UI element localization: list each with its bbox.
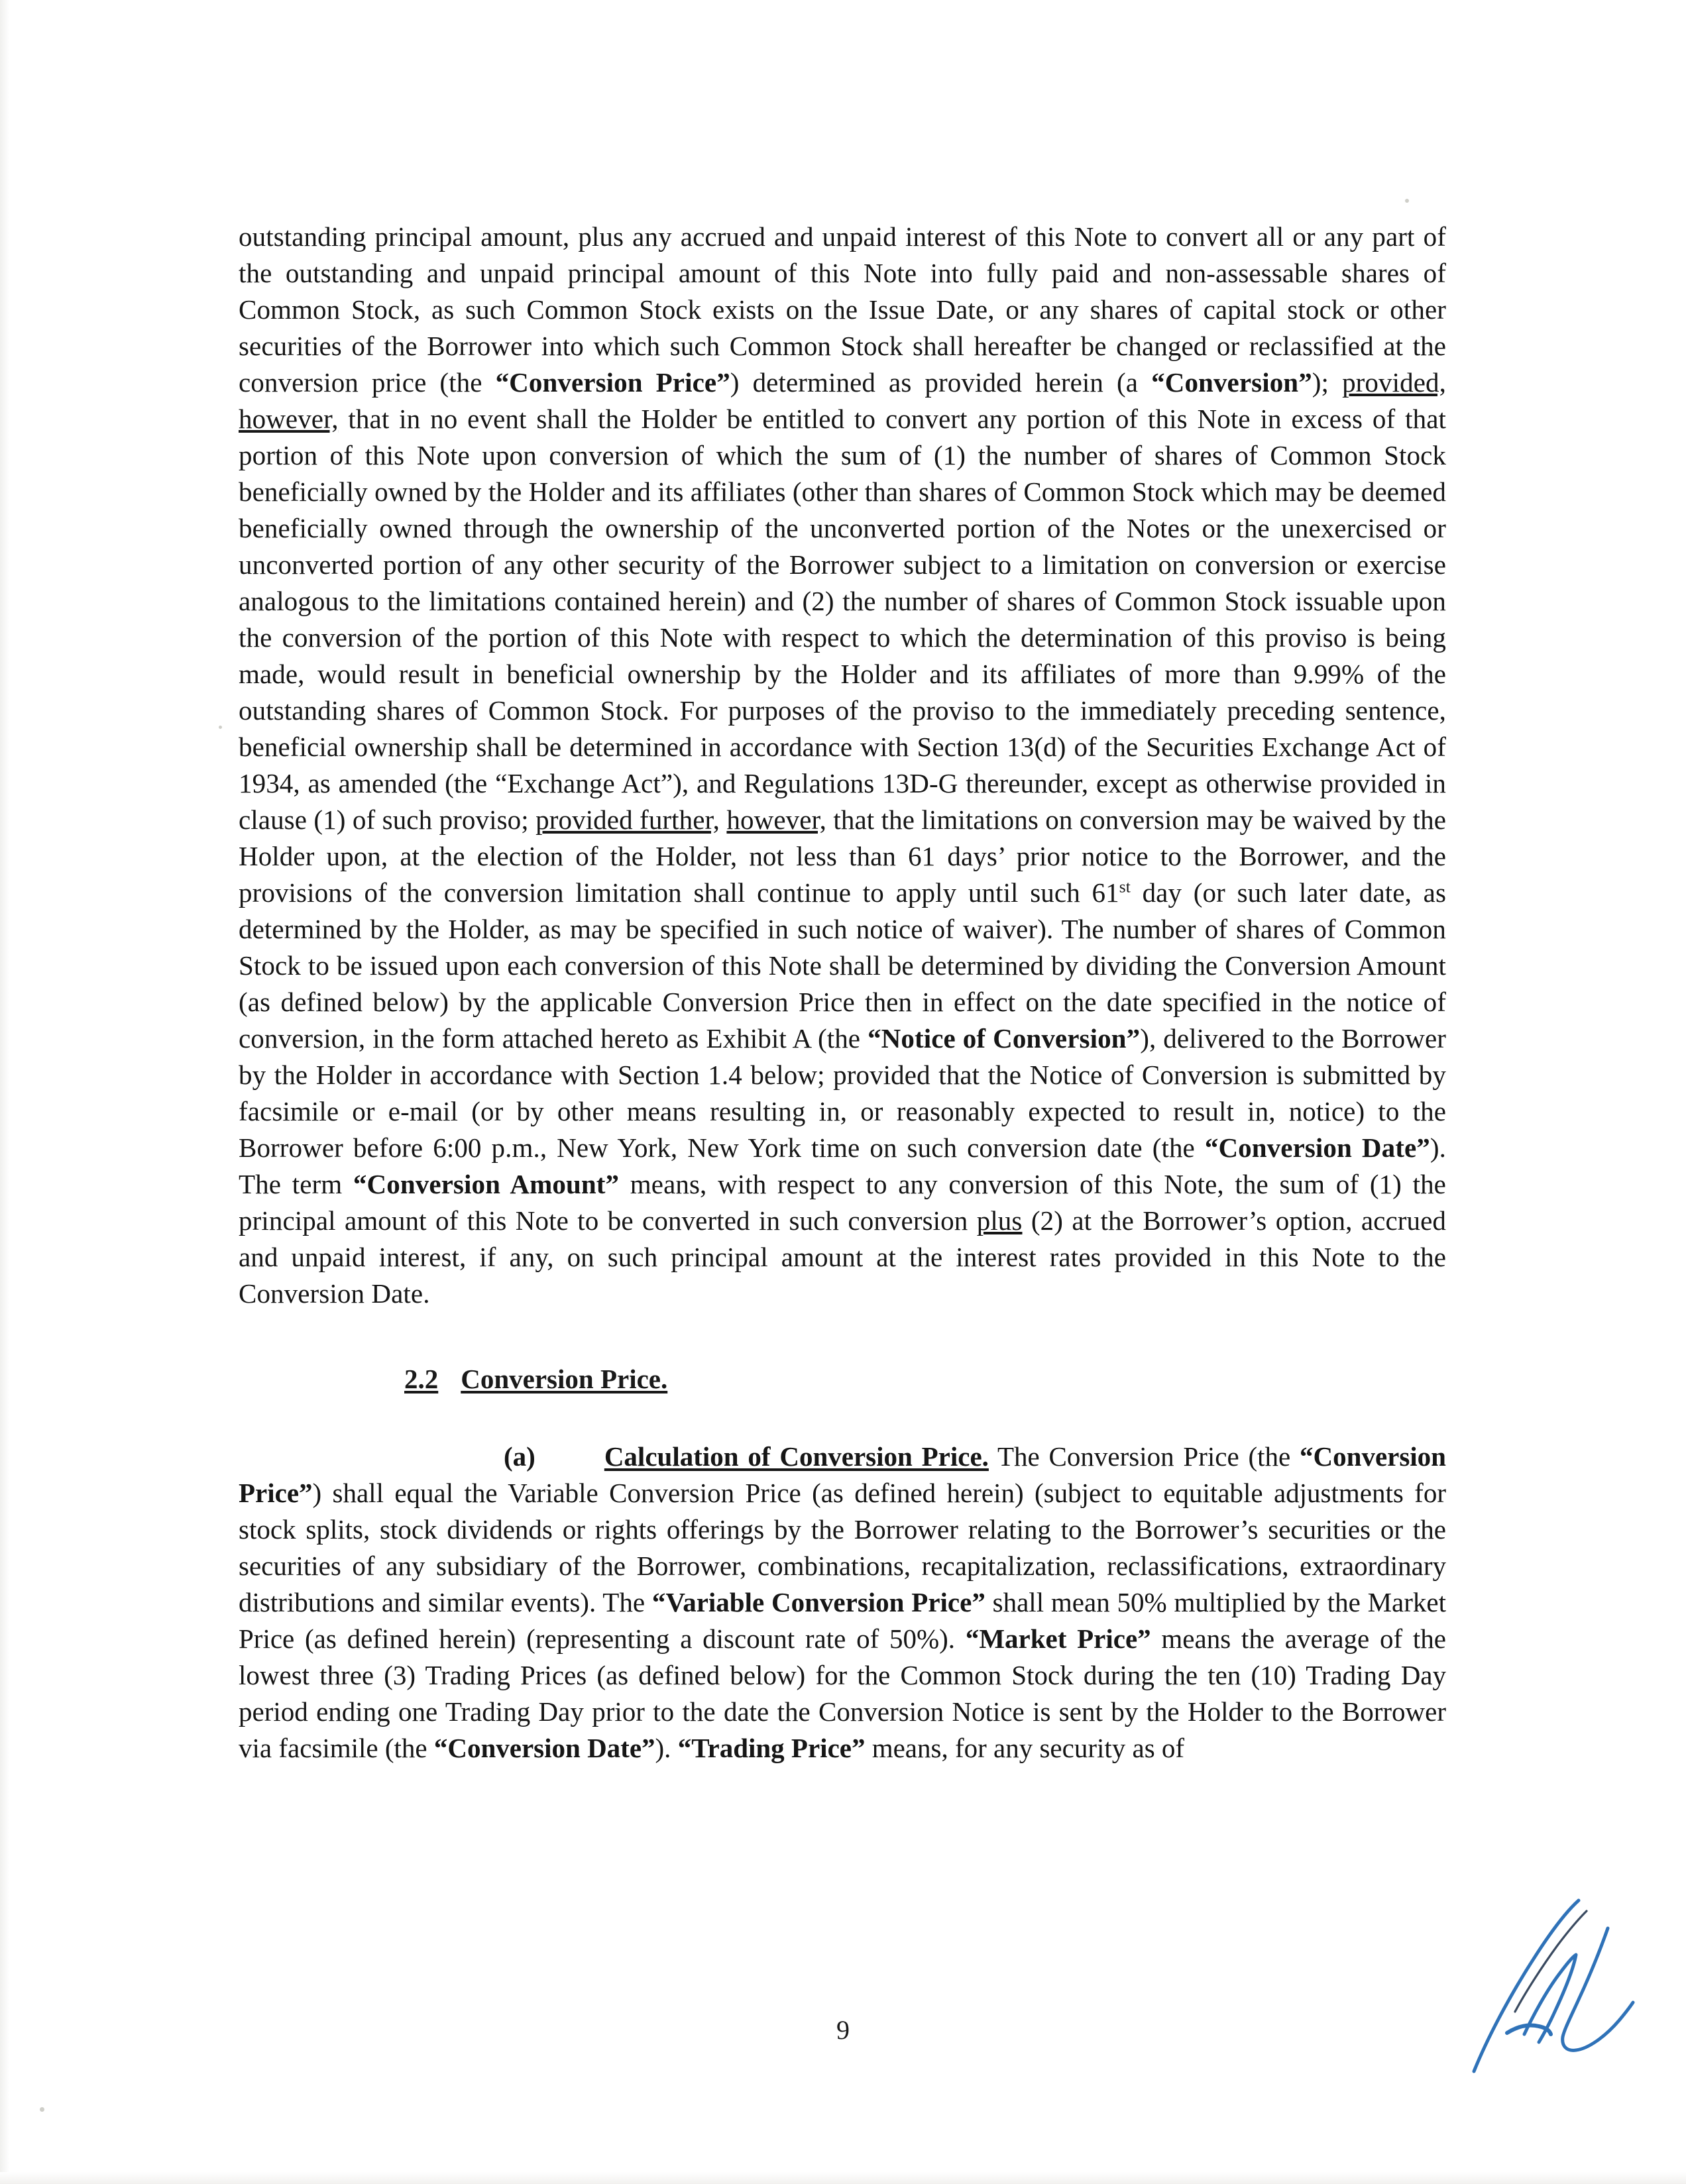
subsection-a-body: Calculation of Conversion Price. The Conversion Price (the “Conversion Price”) shall equal the Variable Conversion Price (as defined herein) (subject to equitable adjustments for stock splits, stock dividends or rights offerings by the Borrower relating to the Borrower’s securities or the securities of any subsidiary of the Borrower, combinations, recapitalization, reclassifications, extraordinary distributions and similar events). The “Variable Conversion Price” shall mean 50% multiplied by the Market Price (as defined herein) (representing a discount rate of 50%). “Market Price” means the average of the lowest three (3) Trading Prices (as defined below) for the Common Stock during the ten (10) Trading Day period ending one Trading Day prior to the date the Conversion Notice is sent by the Holder to the Borrower via facsimile (the “Conversion Date”). “Trading Price” means, for any security as of: [239, 1441, 1446, 1763]
subsection-a-paragraph: [239, 1397, 1446, 1767]
scan-speck: [40, 2107, 44, 2112]
page-text-block: [239, 219, 1446, 1767]
section-heading-2-2: [239, 1312, 1446, 1397]
section-title: Conversion Price.: [461, 1364, 668, 1394]
scan-speck: [1405, 199, 1409, 203]
signature-initials: [1446, 1855, 1645, 2081]
scan-speck: [219, 726, 222, 729]
subsection-marker: (a): [504, 1441, 535, 1472]
scan-edge-artifact: [0, 2172, 1686, 2184]
scan-edge-artifact: [0, 0, 9, 2184]
continuation-paragraph: outstanding principal amount, plus any accrued and unpaid interest of this Note to convert all or any part of the outstanding and unpaid principal amount of this Note into fully paid and non-assessable shares of Common Stock, as such Common Stock exists on the Issue Date, or any shares of capital stock or other securities of the Borrower into which such Common Stock shall hereafter be changed or reclassified at the conversion price (the “Conversion Price”) determined as provided herein (a “Conversion”); provided, however, that in no event shall the Holder be entitled to convert any portion of this Note in excess of that portion of this Note upon conversion of which the sum of (1) the number of shares of Common Stock beneficially owned by the Holder and its affiliates (other than shares of Common Stock which may be deemed beneficially owned through the ownership of the unconverted portion of the Notes or the unexercised or unconverted portion of any other security of the Borrower subject to a limitation on conversion or exercise analogous to the limitations contained herein) and (2) the number of shares of Common Stock issuable upon the conversion of the portion of this Note with respect to which the determination of this proviso is being made, would result in beneficial ownership by the Holder and its affiliates of more than 9.99% of the outstanding shares of Common Stock. For purposes of the proviso to the immediately preceding sentence, beneficial ownership shall be determined in accordance with Section 13(d) of the Securities Exchange Act of 1934, as amended (the “Exchange Act”), and Regulations 13D-G thereunder, except as otherwise provided in clause (1) of such proviso; provided further, however, that the limitations on conversion may be waived by the Holder upon, at the election of the Holder, not less than 61 days’ prior notice to the Borrower, and the provisions of the conversion limitation shall continue to apply until such 61st day (or such later date, as determined by the Holder, as may be specified in such notice of waiver). The number of shares of Common Stock to be issued upon each conversion of this Note shall be determined by dividing the Conversion Amount (as defined below) by the applicable Conversion Price then in effect on the date specified in the notice of conversion, in the form attached hereto as Exhibit A (the “Notice of Conversion”), delivered to the Borrower by the Holder in accordance with Section 1.4 below; provided that the Notice of Conversion is submitted by facsimile or e-mail (or by other means resulting in, or reasonably expected to result in, notice) to the Borrower before 6:00 p.m., New York, New York time on such conversion date (the “Conversion Date”). The term “Conversion Amount” means, with respect to any conversion of this Note, the sum of (1) the principal amount of this Note to be converted in such conversion plus (2) at the Borrower’s option, accrued and unpaid interest, if any, on such principal amount at the interest rates provided in this Note to the Conversion Date.: [239, 221, 1447, 1309]
section-number: 2.2: [404, 1364, 439, 1394]
page-number: 9: [836, 2015, 850, 2045]
